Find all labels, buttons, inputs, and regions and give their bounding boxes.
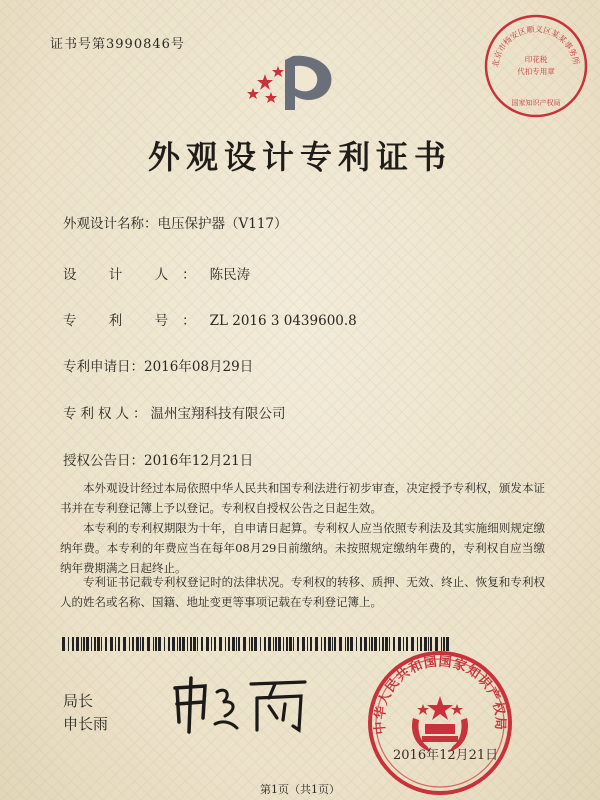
director-name: 申长雨 [63, 715, 109, 733]
barcode-bar [182, 637, 185, 651]
barcode-bar [310, 637, 312, 651]
barcode-bar [238, 637, 240, 651]
barcode-bar [206, 637, 209, 651]
filing-date-value: 2016年08月29日 [144, 359, 254, 375]
barcode-bar [297, 637, 299, 651]
svg-text:印花税: 印花税 [524, 55, 548, 64]
seal-text: 中华人民共和国国家知识产权局 [372, 654, 508, 735]
barcode-bar [268, 637, 271, 651]
patent-number-value: ZL 2016 3 0439600.8 [209, 313, 357, 329]
barcode-bar [179, 637, 181, 651]
barcode-bar [219, 637, 222, 651]
barcode-bar [142, 637, 144, 651]
design-name-value: 电压保护器（V117） [157, 216, 288, 232]
certificate-number: 证书号第3990846号 [50, 37, 185, 52]
barcode-bar [249, 637, 250, 651]
tax-stamp-outer-text: 北京市杨安区顺义区某某事务所 [490, 24, 581, 68]
paragraph-legal-status: 专利证书记载专利权登记时的法律状况。专利权的转移、质押、无效、终止、恢复和专利权人的姓名或名称、国籍、地址变更等事项记载在专利登记簿上。 [60, 575, 545, 609]
barcode-bar [307, 637, 308, 651]
barcode-bar [360, 637, 362, 651]
barcode-bar [293, 637, 294, 651]
barcode-bar [110, 637, 113, 651]
svg-text:代扣专用章: 代扣专用章 [517, 67, 555, 76]
barcode-bar [324, 637, 326, 651]
barcode-bar [273, 637, 274, 651]
barcode-bar [350, 637, 353, 651]
barcode-bar [153, 637, 154, 651]
official-seal [365, 648, 515, 798]
barcode-bar [187, 637, 188, 651]
field-announcement-date [63, 449, 253, 469]
field-design-name [63, 212, 288, 232]
patent-number-label: 专 利 号： [63, 313, 210, 329]
barcode-bar [132, 637, 134, 651]
director-title: 局长 [63, 692, 94, 710]
barcode-bar [129, 637, 130, 651]
barcode-bar [158, 637, 161, 651]
barcode-bar [232, 637, 235, 651]
barcode-bar [214, 637, 216, 651]
barcode-bar [332, 637, 333, 651]
tax-stamp [480, 10, 592, 122]
barcode-bar [164, 637, 165, 651]
barcode-bar [347, 637, 349, 651]
paragraph-term: 本专利的专利权期限为十年，自申请日起算。专利权人应当依照专利法及其实施细则规定缴纳年费。本专利的年费应当在每年08月29日前缴纳。未按照规定缴纳年费的，专利权自应当缴纳年费期满之日起终止。 [60, 521, 545, 575]
field-patentee [63, 402, 286, 422]
barcode-bar [201, 637, 203, 651]
field-filing-date [63, 355, 253, 375]
barcode-bar [211, 637, 212, 651]
barcode-bar [283, 637, 284, 651]
barcode-bar [334, 637, 336, 651]
barcode-bar [345, 637, 346, 651]
barcode-bar [94, 637, 96, 651]
barcode-bar [254, 637, 257, 651]
barcode-bar [123, 637, 126, 651]
barcode-bar [243, 637, 246, 651]
design-name-label: 外观设计名称： [63, 216, 158, 232]
seal-date: 2016年12月21日 [393, 748, 499, 763]
barcode-bar [101, 637, 102, 651]
announcement-date-label: 授权公告日： [63, 453, 144, 469]
barcode-bar [168, 637, 170, 651]
barcode-bar [86, 637, 89, 651]
barcode-bar [140, 637, 141, 651]
barcode-bar [225, 637, 226, 651]
barcode-bar [62, 637, 65, 651]
barcode-bar [177, 637, 178, 651]
barcode-bar [228, 637, 230, 651]
barcode-bar [136, 637, 139, 651]
filing-date-label: 专利申请日： [63, 359, 144, 375]
barcode-bar [68, 637, 69, 651]
field-patent-number [63, 309, 357, 329]
patent-office-logo [245, 52, 340, 112]
director-signature [165, 670, 315, 740]
barcode-bar [172, 637, 175, 651]
barcode-bar [76, 637, 79, 651]
barcode-bar [236, 637, 237, 651]
tax-stamp-bottom-text: 国家知识产权局 [511, 99, 561, 107]
patentee-label: 专利权人： [63, 406, 151, 422]
barcode-bar [339, 637, 342, 651]
designer-label: 设 计 人： [63, 267, 210, 283]
svg-text:中华人民共和国国家知识产权局 [372, 654, 508, 735]
patentee-value: 温州宝翔科技有限公司 [150, 406, 286, 422]
barcode-bar [278, 637, 281, 651]
barcode-bar [260, 637, 261, 651]
barcode-bar [115, 637, 116, 651]
field-designer [63, 263, 250, 283]
barcode-bar [72, 637, 74, 651]
designer-value: 陈民涛 [209, 267, 251, 283]
barcode-bar [321, 637, 322, 651]
barcode-bar [328, 637, 331, 651]
barcode-bar [147, 637, 150, 651]
barcode-bar [97, 637, 100, 651]
barcode-bar [251, 637, 253, 651]
page-title: 外观设计专利证书 [147, 138, 452, 176]
barcode-bar [275, 637, 277, 651]
barcode-bar [190, 637, 192, 651]
barcode-bar [264, 637, 266, 651]
barcode-bar [289, 637, 292, 651]
barcode-bar [118, 637, 120, 651]
barcode-bar [81, 637, 82, 651]
barcode-bar [83, 637, 85, 651]
announcement-date-value: 2016年12月21日 [144, 453, 254, 469]
barcode-bar [91, 637, 92, 651]
barcode-bar [197, 637, 198, 651]
barcode-bar [105, 637, 107, 651]
barcode-bar [356, 637, 357, 651]
page-number: 第1页（共1页） [260, 783, 340, 796]
paragraph-grant: 本外观设计经过本局依照中华人民共和国专利法进行初步审查，决定授予专利权，颁发本证书并在专利登记簿上予以登记。专利权自授权公告之日起生效。 [60, 481, 545, 515]
barcode-bar [193, 637, 196, 651]
barcode-bar [315, 637, 318, 651]
barcode-bar [155, 637, 157, 651]
barcode-bar [286, 637, 288, 651]
barcode-bar [302, 637, 305, 651]
